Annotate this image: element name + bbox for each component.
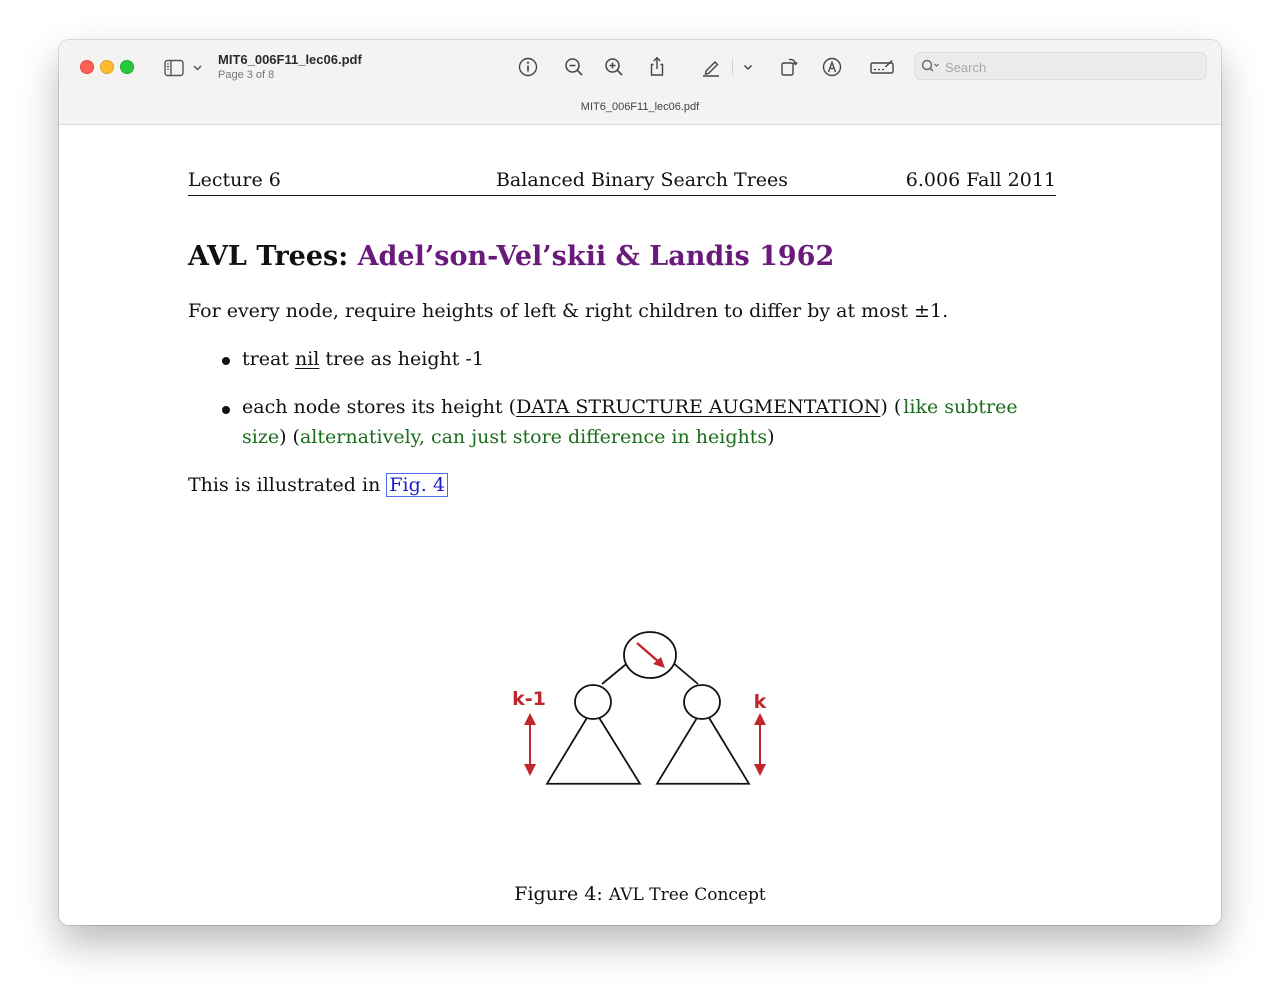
highlight-button[interactable] <box>698 54 724 80</box>
right-child-node <box>684 685 720 719</box>
header-title: Balanced Binary Search Trees <box>495 169 789 191</box>
info-icon <box>515 54 541 80</box>
bullet-height-line1: each node stores its height (DATA STRUCTURE AUGMENTATION) ( like subtree <box>242 396 1018 418</box>
info-button[interactable] <box>515 54 541 80</box>
avl-tree-figure <box>479 585 769 785</box>
zoom-out-icon <box>561 54 587 80</box>
right-arrow-down <box>754 764 766 776</box>
sidebar-icon <box>163 58 207 78</box>
bullet-height-line2: size) (alternatively, can just store difference in heights) <box>242 426 775 448</box>
intro-paragraph: For every node, require heights of left & right children to differ by at most ±1. <box>188 300 949 322</box>
highlight-options-button[interactable] <box>735 54 761 80</box>
right-height-label: k <box>753 691 767 713</box>
figure-caption <box>59 883 1221 905</box>
signature-icon <box>869 54 895 80</box>
figure-link[interactable]: Fig. 4 <box>386 473 448 497</box>
toolbar-divider <box>732 59 733 75</box>
header-rule <box>188 195 1056 196</box>
zoom-out-button[interactable] <box>561 54 587 80</box>
left-height-label: k-1 <box>512 688 546 710</box>
bullet-nil: treat nil tree as height -1 <box>242 348 484 370</box>
zoom-in-icon <box>601 54 627 80</box>
rotate-icon <box>776 54 802 80</box>
search-field[interactable] <box>914 52 1207 80</box>
sidebar-toggle-button[interactable] <box>163 58 207 78</box>
left-arrow-down <box>524 764 536 776</box>
caption-label: Figure 4: <box>514 883 603 905</box>
share-button[interactable] <box>644 54 670 80</box>
zoom-button[interactable] <box>120 60 134 74</box>
section-title-authors: Adel’son-Vel’skii & Landis 1962 <box>357 241 835 272</box>
window-title: MIT6_006F11_lec06.pdf <box>580 101 700 113</box>
search-input[interactable] <box>943 57 1202 77</box>
pdf-page <box>59 125 1221 925</box>
bullet-dot <box>222 357 230 365</box>
zoom-in-button[interactable] <box>601 54 627 80</box>
highlight-pen-icon <box>698 54 724 80</box>
search-icon <box>919 56 941 76</box>
header-course: 6.006 Fall 2011 <box>905 169 1056 191</box>
close-button[interactable] <box>80 60 94 74</box>
signature-button[interactable] <box>869 54 895 80</box>
nil-term: nil <box>294 348 320 370</box>
augmentation-term: DATA STRUCTURE AUGMENTATION <box>516 396 881 418</box>
section-title <box>188 241 834 272</box>
right-arrow-up <box>754 713 766 725</box>
markup-icon <box>819 54 845 80</box>
left-child-node <box>575 685 611 719</box>
section-title-main: AVL Trees: <box>188 241 349 272</box>
share-icon <box>644 54 670 80</box>
header-lecture: Lecture 6 <box>188 169 281 191</box>
left-arrow-up <box>524 713 536 725</box>
markup-button[interactable] <box>819 54 845 80</box>
document-title: MIT6_006F11_lec06.pdf <box>218 52 362 67</box>
chevron-down-icon <box>194 66 201 70</box>
preview-window <box>59 40 1221 925</box>
chevron-down-icon <box>735 54 761 80</box>
page-indicator: Page 3 of 8 <box>218 69 275 81</box>
title-bar <box>59 40 1221 125</box>
minimize-button[interactable] <box>100 60 114 74</box>
rotate-button[interactable] <box>776 54 802 80</box>
bullet-dot <box>222 406 230 414</box>
caption-text: AVL Tree Concept <box>608 885 766 905</box>
illustrated-paragraph: This is illustrated in Fig. 4 <box>188 474 448 496</box>
